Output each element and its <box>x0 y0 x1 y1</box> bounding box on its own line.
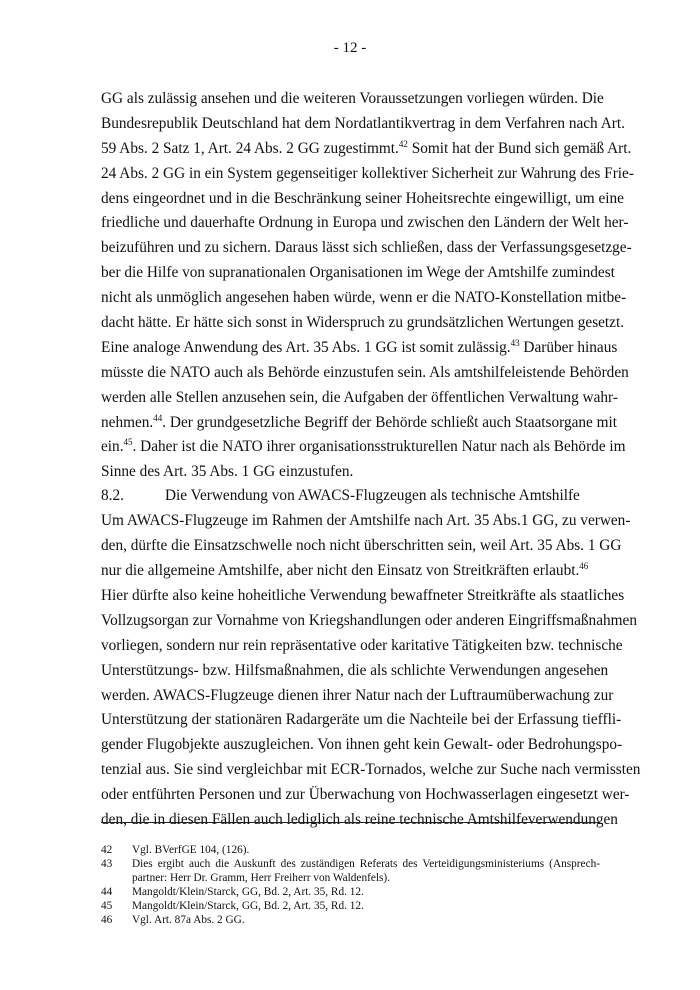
footnote-ref-45[interactable]: 45 <box>123 437 133 448</box>
footnote-42 <box>101 843 600 857</box>
text-line: Sinne des Art. 35 Abs. 1 GG einzustufen. <box>101 463 354 481</box>
footnote-46 <box>101 913 600 927</box>
footnote-line: partner: Herr Dr. Gramm, Herr Freiherr von Waldenfels). <box>132 872 390 884</box>
text-line <box>101 336 618 361</box>
body-paragraph-2 <box>101 509 631 584</box>
text-fragment: Darüber hinaus <box>519 338 618 356</box>
text-fragment: . Daher ist die NATO ihrer organisationsstrukturellen Natur nach als Behörde im <box>132 438 626 456</box>
section-heading <box>101 484 600 509</box>
body-paragraph-1 <box>101 87 634 485</box>
footnote-text <box>132 843 600 857</box>
text-line <box>101 559 600 584</box>
text-line: dacht hätte. Er hätte sich sonst in Widerspruch zu grundsätzlichen Wertungen gesetzt. <box>101 314 625 332</box>
footnote-number: 46 <box>101 914 113 926</box>
footnote-text <box>132 899 600 913</box>
footnote-line: Dies ergibt auch die Auskunft des zuständigen Referats des Verteidigungsministeriums (Ansprech- <box>132 858 600 870</box>
text-fragment: . Der grundgesetzliche Begriff der Behörde schließt auch Staatsorgane mit <box>162 413 618 431</box>
footnote-ref-42[interactable]: 42 <box>398 138 408 149</box>
text-line <box>101 137 632 162</box>
text-line: GG als zulässig ansehen und die weiteren Voraussetzungen vorliegen würden. Die <box>101 90 604 107</box>
footnote-number: 44 <box>101 886 113 898</box>
footnote-45 <box>101 899 600 913</box>
text-line: Um AWACS-Flugzeuge im Rahmen der Amtshilfe nach Art. 35 Abs.1 GG, zu verwen- <box>101 512 631 529</box>
text-line: werden alle Stellen anzusehen sein, die Aufgaben der öffentlichen Verwaltung wahr- <box>101 388 618 406</box>
text-line: Bundesrepublik Deutschland hat dem Nordatlantikvertrag in dem Verfahren nach Art. <box>101 114 625 132</box>
footnote-line: Mangoldt/Klein/Starck, GG, Bd. 2, Art. 35, Rd. 12. <box>132 886 364 898</box>
text-line: müsste die NATO auch als Behörde einzustufen sein. Als amtshilfeleistende Behörden <box>101 363 629 381</box>
text-fragment: Eine analoge Anwendung des Art. 35 Abs. 1 GG ist somit zulässig. <box>101 338 511 356</box>
text-line: tenzial aus. Sie sind vergleichbar mit ECR-Tornados, welche zur Suche nach vermissten <box>101 761 641 779</box>
footnote-43 <box>101 857 600 885</box>
footnote-text <box>132 885 600 899</box>
footnote-line: Mangoldt/Klein/Starck, GG, Bd. 2, Art. 35, Rd. 12. <box>132 900 364 912</box>
text-line: Unterstützung der stationären Radargeräte um die Nachteile bei der Erfassung tieffli- <box>101 711 622 729</box>
text-fragment: Somit hat der Bund sich gemäß Art. <box>407 139 632 157</box>
text-line: dens eingeordnet und in die Beschränkung seiner Hoheitsrechte eingewilligt, um eine <box>101 189 624 207</box>
footnote-number: 45 <box>101 900 113 912</box>
footnote-line: Vgl. Art. 87a Abs. 2 GG. <box>132 914 245 926</box>
text-line: vorliegen, sondern nur rein repräsentative oder karitative Tätigkeiten bzw. technische <box>101 636 623 654</box>
page-number: - 12 - <box>333 40 367 56</box>
text-line: werden. AWACS-Flugzeuge dienen ihrer Natur nach der Luftraumüberwachung zur <box>101 686 614 704</box>
text-line: Unterstützungs- bzw. Hilfsmaßnahmen, die als schlichte Verwendungen angesehen <box>101 661 609 679</box>
text-line: den, dürfte die Einsatzschwelle noch nicht überschritten sein, weil Art. 35 Abs. 1 GG <box>101 536 622 554</box>
footnote-ref-44[interactable]: 44 <box>153 412 163 423</box>
section-number: 8.2. <box>101 487 124 504</box>
text-fragment: 59 Abs. 2 Satz 1, Art. 24 Abs. 2 GG zugestimmt. <box>101 139 399 157</box>
footnote-44 <box>101 885 600 899</box>
text-fragment: nehmen. <box>101 413 154 431</box>
text-line <box>101 411 618 436</box>
footnote-ref-46[interactable]: 46 <box>579 560 589 571</box>
footnote-number: 43 <box>101 858 113 870</box>
footnote-line: Vgl. BVerfGE 104, (126). <box>132 844 250 856</box>
text-line: ber die Hilfe von supranationalen Organisationen im Wege der Amtshilfe zumindest <box>101 264 615 282</box>
text-line: nicht als unmöglich angesehen haben würde, wenn er die NATO-Konstellation mitbe- <box>101 289 627 307</box>
footnote-text <box>132 913 600 927</box>
text-fragment: ein. <box>101 438 124 456</box>
body-paragraph-3 <box>101 584 641 833</box>
text-line <box>101 435 626 460</box>
text-line: friedliche und dauerhafte Ordnung in Europa und zwischen den Ländern der Welt her- <box>101 214 629 232</box>
footnote-divider <box>101 822 600 823</box>
text-line: 24 Abs. 2 GG in ein System gegenseitiger kollektiver Sicherheit zur Wahrung des Frie- <box>101 164 634 182</box>
text-line: Hier dürfte also keine hoheitliche Verwendung bewaffneter Streitkräfte als staatliches <box>101 587 625 604</box>
footnote-text <box>132 857 600 885</box>
footnote-ref-43[interactable]: 43 <box>510 337 520 348</box>
text-fragment: nur die allgemeine Amtshilfe, aber nicht den Einsatz von Streitkräften erlaubt. <box>101 561 580 579</box>
text-line: beizuführen und zu sichern. Daraus lässt sich schließen, dass der Verfassungsgesetzge- <box>101 239 632 257</box>
footnote-number: 42 <box>101 844 113 856</box>
section-title: Die Verwendung von AWACS-Flugzeugen als technische Amtshilfe <box>165 487 580 504</box>
text-line: oder entführten Personen und zur Überwachung von Hochwasserlagen eingesetzt wer- <box>101 786 630 804</box>
text-line: gender Flugobjekte auszugleichen. Von ihnen geht kein Gewalt- oder Bedrohungspo- <box>101 736 623 754</box>
footnotes <box>101 843 600 927</box>
text-line: Vollzugsorgan zur Vornahme von Kriegshandlungen oder anderen Eingriffsmaßnahmen <box>101 611 637 629</box>
text-line: den, die in diesen Fällen auch lediglich als reine technische Amtshilfeverwendungen <box>101 811 618 829</box>
